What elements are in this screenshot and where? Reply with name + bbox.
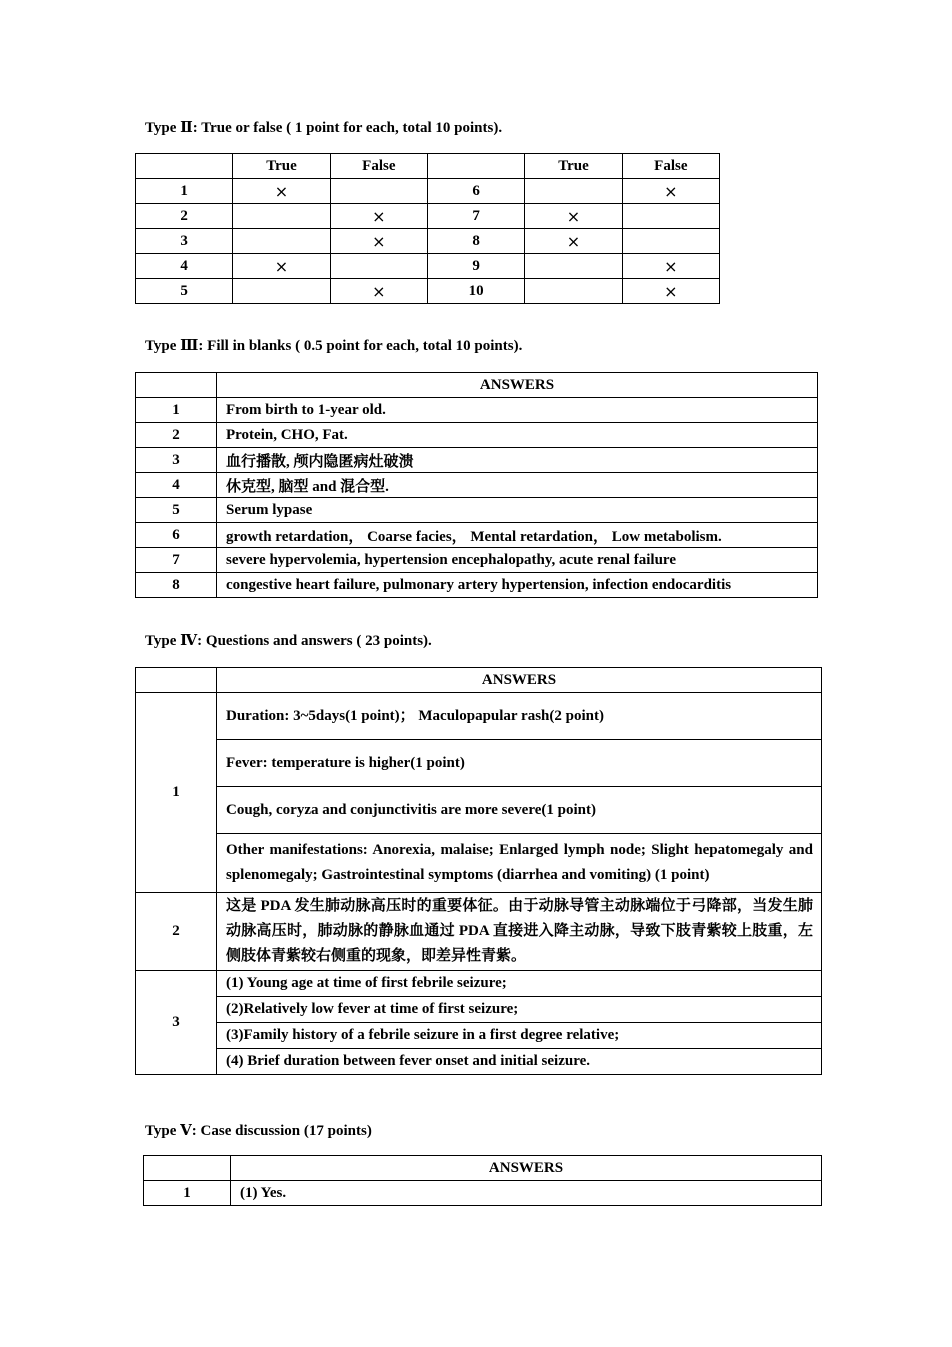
table-row	[136, 448, 818, 473]
false-mark: ×	[330, 279, 427, 304]
false-mark	[330, 179, 427, 204]
header-cell-true: True	[525, 154, 622, 179]
table-row	[136, 573, 818, 598]
answer-text: (1) Young age at time of first febrile seizure;	[217, 971, 822, 997]
section3-heading: Type Ⅲ: Fill in blanks ( 0.5 point for each, total 10 points).	[145, 338, 523, 354]
table-header-row	[136, 668, 822, 693]
section5-heading: Type Ⅴ: Case discussion (17 points)	[145, 1123, 372, 1139]
answers-header: ANSWERS	[217, 668, 822, 693]
header-cell-empty	[136, 668, 217, 693]
table-row	[136, 398, 818, 423]
answer-text: Fever: temperature is higher(1 point)	[217, 740, 822, 787]
answer-text: (3)Family history of a febrile seizure in a first degree relative;	[217, 1023, 822, 1049]
item-number: 1	[144, 1181, 231, 1206]
false-mark: ×	[330, 229, 427, 254]
table-row	[136, 279, 720, 304]
table-header-row	[136, 373, 818, 398]
answer-text: Other manifestations: Anorexia, malaise; Enlarged lymph node; Slight hepatomegaly and splenomegaly; Gastrointestinal symptoms (diarrhea and vomiting) (1 point)	[217, 834, 822, 893]
item-number: 5	[136, 498, 217, 523]
true-mark	[233, 279, 330, 304]
item-number: 8	[136, 573, 217, 598]
header-cell-empty	[144, 1156, 231, 1181]
item-number: 3	[136, 971, 217, 1075]
table-row	[144, 1181, 822, 1206]
table-row	[136, 204, 720, 229]
true-mark: ×	[233, 179, 330, 204]
table-row	[136, 498, 818, 523]
header-cell-empty	[427, 154, 524, 179]
item-number: 2	[136, 423, 217, 448]
answer-text: severe hypervolemia, hypertension encephalopathy, acute renal failure	[217, 548, 818, 573]
table-row	[136, 179, 720, 204]
header-cell-false: False	[330, 154, 427, 179]
answer-text: congestive heart failure, pulmonary artery hypertension, infection endocarditis	[217, 573, 818, 598]
table-row	[136, 473, 818, 498]
answer-text: (4) Brief duration between fever onset and initial seizure.	[217, 1049, 822, 1075]
item-number: 9	[427, 254, 524, 279]
item-number: 10	[427, 279, 524, 304]
answers-header: ANSWERS	[231, 1156, 822, 1181]
true-false-table	[135, 153, 720, 304]
table-row	[136, 254, 720, 279]
false-mark: ×	[622, 179, 719, 204]
item-number: 1	[136, 179, 233, 204]
false-mark: ×	[330, 204, 427, 229]
item-number: 8	[427, 229, 524, 254]
answer-text: Serum lypase	[217, 498, 818, 523]
answer-text: 血行播散, 颅内隐匿病灶破溃	[217, 448, 818, 473]
answer-text: Protein, CHO, Fat.	[217, 423, 818, 448]
table-row	[136, 229, 720, 254]
false-mark	[330, 254, 427, 279]
section4-heading: Type Ⅳ: Questions and answers ( 23 points).	[145, 633, 432, 649]
answer-text: Duration: 3~5days(1 point)； Maculopapular rash(2 point)	[217, 693, 822, 740]
table-row	[136, 1023, 822, 1049]
true-mark: ×	[233, 254, 330, 279]
answer-text: (1) Yes.	[231, 1181, 822, 1206]
item-number: 1	[136, 398, 217, 423]
table-row	[136, 693, 822, 740]
item-number: 6	[136, 523, 217, 548]
false-mark: ×	[622, 279, 719, 304]
table-row	[136, 971, 822, 997]
false-mark	[622, 204, 719, 229]
table-row	[136, 1049, 822, 1075]
item-number: 3	[136, 229, 233, 254]
table-row	[136, 423, 818, 448]
header-cell-false: False	[622, 154, 719, 179]
true-mark: ×	[525, 229, 622, 254]
item-number: 4	[136, 473, 217, 498]
item-number: 5	[136, 279, 233, 304]
item-number: 2	[136, 893, 217, 971]
answer-text: growth retardation， Coarse facies， Mental retardation， Low metabolism.	[217, 523, 818, 548]
true-mark: ×	[525, 204, 622, 229]
item-number: 7	[427, 204, 524, 229]
false-mark: ×	[622, 254, 719, 279]
table-row	[136, 523, 818, 548]
true-mark	[525, 254, 622, 279]
table-row	[136, 740, 822, 787]
case-discussion-table	[143, 1155, 822, 1206]
item-number: 4	[136, 254, 233, 279]
header-cell-empty	[136, 154, 233, 179]
header-cell-true: True	[233, 154, 330, 179]
table-row	[136, 893, 822, 971]
item-number: 7	[136, 548, 217, 573]
answer-text: 休克型, 脑型 and 混合型.	[217, 473, 818, 498]
answers-header: ANSWERS	[217, 373, 818, 398]
table-row	[136, 548, 818, 573]
fill-in-blanks-table	[135, 372, 818, 598]
true-mark	[525, 179, 622, 204]
item-number: 6	[427, 179, 524, 204]
table-header-row	[144, 1156, 822, 1181]
true-mark	[525, 279, 622, 304]
section2-heading: Type Ⅱ: True or false ( 1 point for each, total 10 points).	[145, 120, 503, 136]
table-row	[136, 997, 822, 1023]
answer-text: Cough, coryza and conjunctivitis are more severe(1 point)	[217, 787, 822, 834]
table-row	[136, 787, 822, 834]
answer-text: 这是 PDA 发生肺动脉高压时的重要体征。由于动脉导管主动脉端位于弓降部，当发生肺动脉高压时，肺动脉的静脉血通过 PDA 直接进入降主动脉，导致下肢青紫较上肢重，左侧肢体青紫较右侧重的现象，即差异性青紫。	[217, 893, 822, 971]
table-row	[136, 834, 822, 893]
header-cell-empty	[136, 373, 217, 398]
answer-text: (2)Relatively low fever at time of first seizure;	[217, 997, 822, 1023]
item-number: 2	[136, 204, 233, 229]
false-mark	[622, 229, 719, 254]
questions-answers-table	[135, 667, 822, 1075]
item-number: 1	[136, 693, 217, 893]
item-number: 3	[136, 448, 217, 473]
answer-text: From birth to 1-year old.	[217, 398, 818, 423]
table-header-row	[136, 154, 720, 179]
true-mark	[233, 204, 330, 229]
true-mark	[233, 229, 330, 254]
